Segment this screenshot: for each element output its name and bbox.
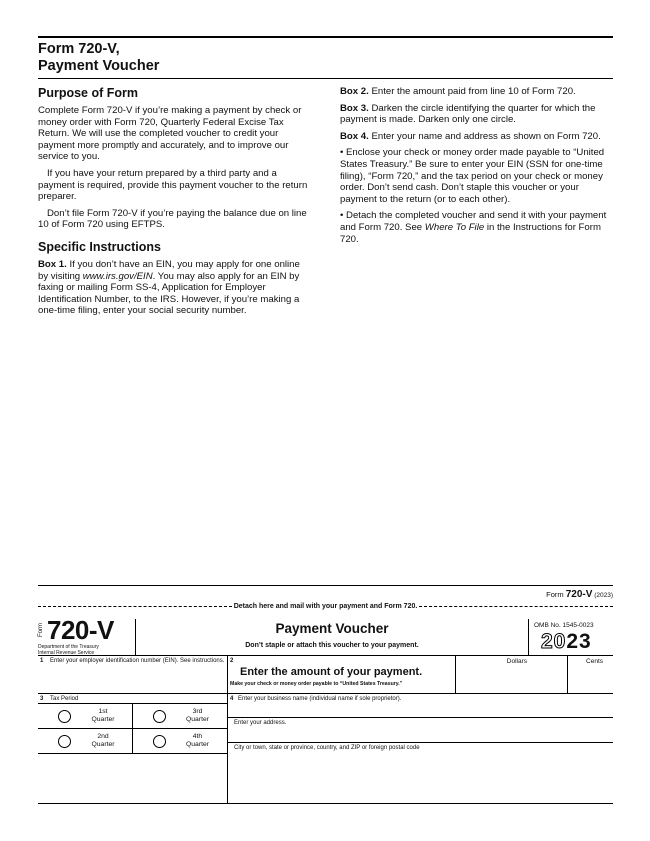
box4-instructions: Box 4. Enter your name and address as shown on Form 720. xyxy=(340,130,601,142)
quarter-3-option[interactable]: 3rd Quarter xyxy=(133,704,228,729)
quarter-4-option[interactable]: 4th Quarter xyxy=(133,729,228,754)
quarter-2-radio[interactable] xyxy=(58,735,71,748)
voucher-top-rule xyxy=(38,585,613,586)
detach-line xyxy=(38,601,613,611)
voucher-title: Payment Voucher xyxy=(275,621,389,636)
quarter-1-radio[interactable] xyxy=(58,710,71,723)
form-number: 720-V xyxy=(47,615,114,645)
payable-note: Make your check or money order payable to “United States Treasury.” xyxy=(230,681,403,687)
instructions-page xyxy=(38,36,613,322)
form-id-block xyxy=(38,615,136,656)
department: Department of the Treasury Internal Revenue Service xyxy=(38,644,99,656)
payment-voucher xyxy=(38,585,613,804)
specific-heading: Specific Instructions xyxy=(38,239,161,254)
voucher-title-block xyxy=(136,619,528,655)
form-reference: Form 720-V (2023) xyxy=(546,589,613,600)
box3-instructions: Box 3. Darken the circle identifying the quarter for which the payment is made. Darken only one circle. xyxy=(340,102,596,126)
purpose-heading: Purpose of Form xyxy=(38,86,139,100)
title-rule xyxy=(38,36,613,38)
amount-label-block: 2 Enter the amount of your payment. Make your check or money order payable to “United States Treasury.” xyxy=(228,656,456,693)
omb-year-block xyxy=(528,619,613,655)
title-divider xyxy=(38,78,613,79)
business-name-field[interactable]: 4 Enter your business name (individual name if sole proprietor). xyxy=(228,694,613,718)
business-name-label: Enter your business name (individual name if sole proprietor). xyxy=(238,696,402,702)
form-word: Form xyxy=(38,623,44,637)
omb-number: OMB No. 1545-0023 xyxy=(534,622,594,629)
tax-period-header: 3 Tax Period xyxy=(38,694,227,704)
page-title: Form 720-V, Payment Voucher xyxy=(38,41,160,74)
purpose-paragraph-3: Don’t file Form 720-V if you’re paying the balance due on line 10 of Form 720 using EFTPS. xyxy=(38,207,307,231)
voucher-row-ein-amount xyxy=(38,656,613,694)
voucher-header xyxy=(38,615,613,656)
amount-heading: Enter the amount of your payment. xyxy=(240,666,423,678)
tax-period-block xyxy=(38,694,228,803)
quarter-1-option[interactable]: 1st Quarter xyxy=(38,704,133,729)
quarter-grid xyxy=(38,704,227,754)
cut-line-left xyxy=(38,606,232,607)
quarter-3-radio[interactable] xyxy=(153,710,166,723)
ein-link: www.irs.gov/EIN xyxy=(82,270,153,282)
address-field[interactable] xyxy=(228,718,613,743)
cents-field[interactable]: Cents xyxy=(586,658,603,665)
voucher-row-period-address xyxy=(38,694,613,804)
city-state-zip-field[interactable] xyxy=(228,743,613,768)
voucher-subtitle: Don’t staple or attach this voucher to your payment. xyxy=(245,642,419,649)
box2-instructions: Box 2. Enter the amount paid from line 10 of Form 720. xyxy=(340,86,576,97)
address-label: Enter your address. xyxy=(234,720,287,726)
purpose-paragraph-2: If you have your return prepared by a third party and a payment is required, provide this payment voucher to the return preparer. xyxy=(38,167,308,203)
ein-field[interactable]: 1 Enter your employer identification number (EIN). See instructions. xyxy=(38,656,228,693)
dollars-field[interactable]: Dollars xyxy=(456,656,568,693)
quarter-2-option[interactable]: 2nd Quarter xyxy=(38,729,133,754)
tax-year: 2023 xyxy=(541,630,592,653)
enclose-bullet: • Enclose your check or money order made payable to “United States Treasury.” Be sure to enter your EIN (SSN for one-time filing), “Form 720,” and the tax period on your check or money order. Don’t send cash. Don’t staple this voucher or your payment to the return (or to each other). xyxy=(340,147,605,205)
ein-label: Enter your employer identification number (EIN). See instructions. xyxy=(50,658,225,664)
quarter-4-radio[interactable] xyxy=(153,735,166,748)
cut-line-right xyxy=(419,606,613,607)
city-state-zip-label: City or town, state or province, country, and ZIP or foreign postal code xyxy=(234,745,420,751)
purpose-paragraph-1: Complete Form 720-V if you’re making a payment by check or money order with Form 720, Quarterly Federal Excise Tax Return. We will use the completed voucher to credit your payment more promptly and accurately, and to improve our service to you. xyxy=(38,105,302,163)
right-column xyxy=(340,86,613,322)
detach-bullet: • Detach the completed voucher and send it with your payment and Form 720. See Where To File in the Instructions for Form 720. xyxy=(340,210,607,245)
name-address-block xyxy=(228,694,613,803)
box1-instructions: Box 1. If you don’t have an EIN, you may apply for one online by visiting www.irs.gov/EIN. You may also apply for an EIN by faxing or mailing Form SS-4, Application for Employer Identification Number, to the IRS. However, if you’re making a one-time filing, enter your social security number. xyxy=(38,258,300,317)
left-column xyxy=(38,86,311,322)
detach-instruction: Detach here and mail with your payment and Form 720. xyxy=(233,602,418,610)
